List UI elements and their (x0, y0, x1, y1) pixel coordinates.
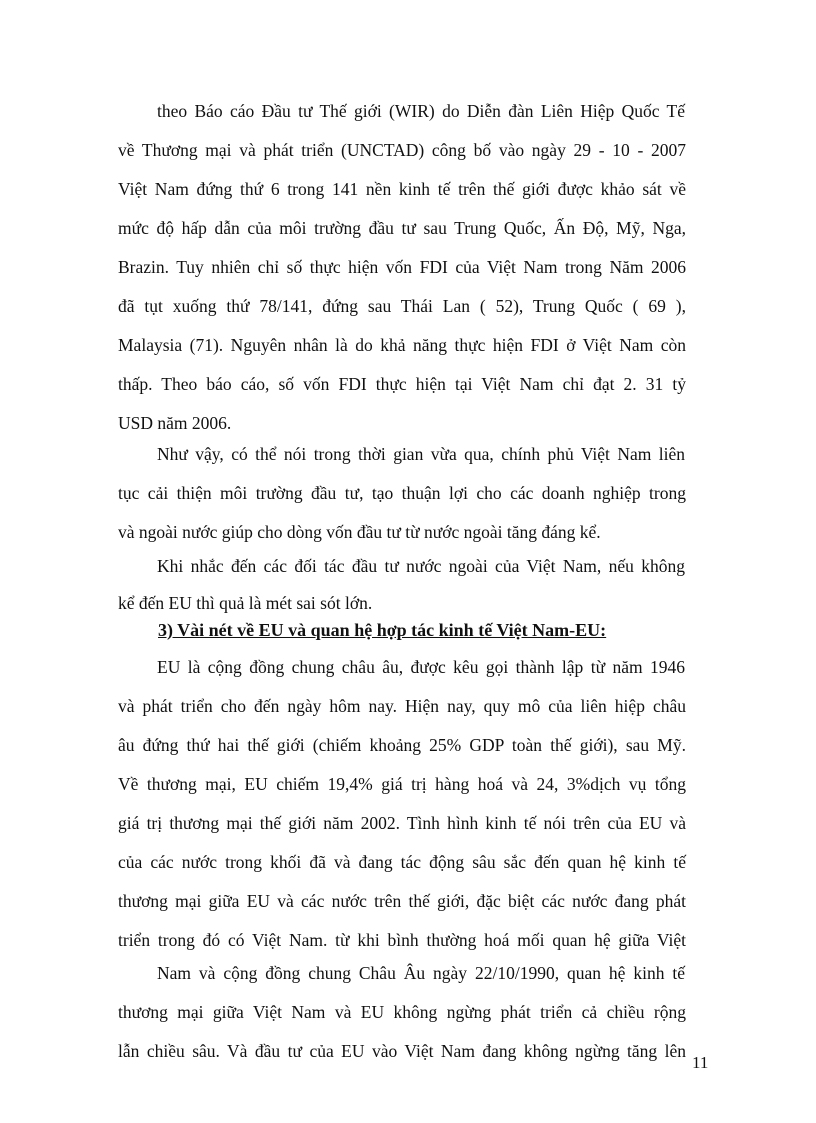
page-number: 11 (692, 1053, 709, 1072)
paragraph-line: và ngoài nước giúp cho dòng vốn đầu tư từ nước ngoài tăng đáng kể. (118, 522, 601, 542)
paragraph-line: và phát triển cho đến ngày hôm nay. Hiện nay, quy mô của liên hiệp châu (118, 696, 686, 716)
section-heading: 3) Vài nét về EU và quan hệ hợp tác kinh tế Việt Nam-EU: (158, 620, 607, 640)
paragraph-line: thương mại giữa EU và các nước trên thế giới, đặc biệt các nước đang phát (118, 891, 686, 911)
paragraph-line: Việt Nam đứng thứ 6 trong 141 nền kinh tế trên thế giới được khảo sát về (118, 179, 686, 199)
paragraph-line: theo Báo cáo Đầu tư Thế giới (WIR) do Diễn đàn Liên Hiệp Quốc Tế (157, 101, 685, 121)
paragraph-line: Như vậy, có thể nói trong thời gian vừa qua, chính phủ Việt Nam liên (157, 444, 685, 464)
paragraph-line: EU là cộng đồng chung châu âu, được kêu gọi thành lập từ năm 1946 (157, 657, 685, 677)
paragraph-line: Malaysia (71). Nguyên nhân là do khả năng thực hiện FDI ở Việt Nam còn (118, 335, 686, 355)
paragraph-line: Brazin. Tuy nhiên chỉ số thực hiện vốn FDI của Việt Nam trong Năm 2006 (118, 257, 686, 277)
paragraph-line: Về thương mại, EU chiếm 19,4% giá trị hàng hoá và 24, 3%dịch vụ tổng (118, 774, 686, 794)
paragraph-line: Nam và cộng đồng chung Châu Âu ngày 22/10/1990, quan hệ kinh tế (157, 963, 685, 983)
paragraph-line: của các nước trong khối đã và đang tác động sâu sắc đến quan hệ kinh tế (118, 852, 686, 872)
paragraph-line: triển trong đó có Việt Nam. từ khi bình thường hoá mối quan hệ giữa Việt (118, 930, 686, 950)
paragraph-line: kể đến EU thì quả là mét sai sót lớn. (118, 593, 373, 613)
paragraph-line: mức độ hấp dẫn của môi trường đầu tư sau Trung Quốc, Ấn Độ, Mỹ, Nga, (118, 218, 686, 238)
paragraph-line: Khi nhắc đến các đối tác đầu tư nước ngoài của Việt Nam, nếu không (157, 556, 685, 576)
paragraph-line: về Thương mại và phát triển (UNCTAD) công bố vào ngày 29 - 10 - 2007 (118, 140, 686, 160)
paragraph-line: âu đứng thứ hai thế giới (chiếm khoảng 25% GDP toàn thế giới), sau Mỹ. (118, 735, 686, 755)
paragraph-line: thấp. Theo báo cáo, số vốn FDI thực hiện tại Việt Nam chỉ đạt 2. 31 tỷ (118, 374, 686, 394)
paragraph-line: USD năm 2006. (118, 413, 232, 433)
paragraph-line: lẫn chiều sâu. Và đầu tư của EU vào Việt Nam đang không ngừng tăng lên (118, 1041, 686, 1061)
paragraph-line: giá trị thương mại thế giới năm 2002. Tình hình kinh tế nói trên của EU và (118, 813, 686, 833)
paragraph-line: đã tụt xuống thứ 78/141, đứng sau Thái Lan ( 52), Trung Quốc ( 69 ), (118, 296, 686, 316)
paragraph-line: thương mại giữa Việt Nam và EU không ngừng phát triển cả chiều rộng (118, 1002, 686, 1022)
paragraph-line: tục cải thiện môi trường đầu tư, tạo thuận lợi cho các doanh nghiệp trong (118, 483, 686, 503)
